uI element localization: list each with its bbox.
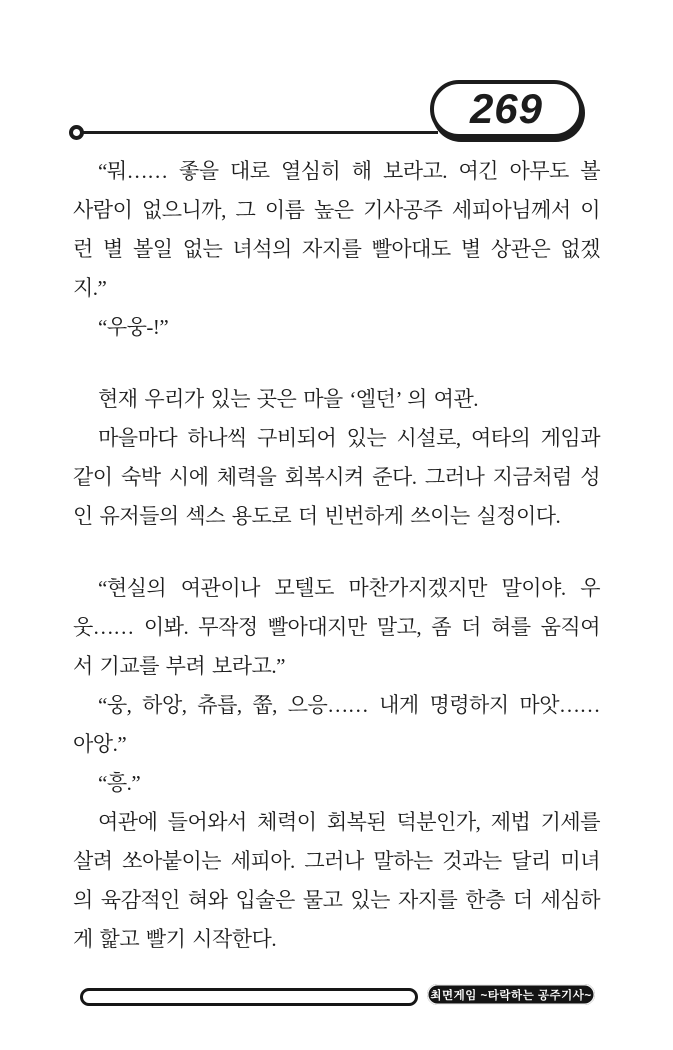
paragraph (73, 569, 600, 686)
text-line: 여관에 들어와서 체력이 회복된 덕분인가, 제법 기세를 (98, 810, 600, 834)
page-text (73, 152, 600, 959)
text-line: 사람이 없으니까, 그 이름 높은 기사공주 세피아님께서 이 (73, 198, 600, 222)
text-line: 런 별 볼일 없는 녀석의 자지를 빨아대도 별 상관은 없겠 (73, 237, 600, 261)
text-line: 아앙.” (73, 732, 127, 756)
header-rule-line (80, 131, 438, 134)
text-line: 게 핥고 빨기 시작한다. (73, 927, 277, 951)
text-line: 현재 우리가 있는 곳은 마을 ‘엘던’ 의 여관. (98, 387, 479, 411)
text-line: 마을마다 하나씩 구비되어 있는 시설로, 여타의 게임과 (98, 426, 600, 450)
footer-rule-pill (80, 988, 418, 1006)
text-line: 의 육감적인 혀와 입술은 물고 있는 자지를 한층 더 세심하 (73, 888, 600, 912)
paragraph (73, 764, 600, 803)
paragraph (73, 686, 600, 764)
series-title-badge (427, 984, 595, 1005)
page-number-badge (430, 80, 583, 138)
paragraph (73, 803, 600, 959)
paragraph (73, 152, 600, 308)
text-line: 지.” (73, 276, 107, 300)
paragraph (73, 380, 600, 419)
text-line: 같이 숙박 시에 체력을 회복시켜 준다. 그러나 지금처럼 성 (73, 465, 600, 489)
text-line: “현실의 여관이나 모텔도 마찬가지겠지만 말이야. 우 (98, 576, 600, 600)
paragraph (73, 419, 600, 536)
text-line: 살려 쏘아붙이는 세피아. 그러나 말하는 것과는 달리 미녀 (73, 849, 600, 873)
text-line: 웃…… 이봐. 무작정 빨아대지만 말고, 좀 더 혀를 움직여 (73, 615, 600, 639)
text-line: “뭐…… 좋을 대로 열심히 해 보라고. 여긴 아무도 볼 (98, 159, 600, 183)
text-line: 서 기교를 부려 보라고.” (73, 654, 285, 678)
page-number: 269 (469, 85, 544, 132)
text-line: “우웅-!” (98, 315, 169, 339)
paragraph (73, 308, 600, 347)
text-line: “흥.” (98, 771, 141, 795)
series-title: 최면게임 ~타락하는 공주기사~ (430, 989, 592, 1002)
text-line: “웅, 하앙, 츄릅, 쭙, 으응…… 내게 명령하지 마앗…… (98, 693, 600, 717)
text-line: 인 유저들의 섹스 용도로 더 빈번하게 쓰이는 실정이다. (73, 504, 561, 528)
